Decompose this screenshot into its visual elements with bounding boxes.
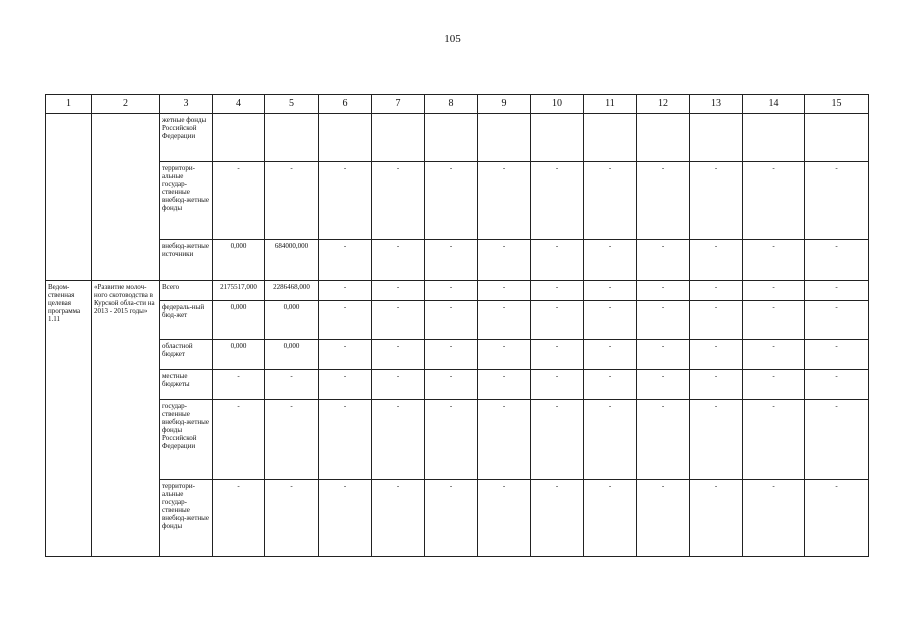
table-row — [46, 340, 869, 370]
value-cell: - — [584, 370, 637, 400]
value-cell: - — [637, 340, 690, 370]
value-cell: - — [319, 301, 372, 340]
value-cell: - — [743, 370, 805, 400]
column-header: 3 — [160, 95, 213, 114]
value-cell — [805, 114, 869, 162]
value-cell: - — [478, 240, 531, 281]
column-header: 9 — [478, 95, 531, 114]
value-cell: - — [425, 240, 478, 281]
value-cell: - — [637, 281, 690, 301]
value-cell: - — [478, 162, 531, 240]
value-cell: - — [743, 400, 805, 480]
value-cell: - — [265, 400, 319, 480]
value-cell: - — [478, 281, 531, 301]
value-cell: - — [531, 340, 584, 370]
value-cell: - — [478, 340, 531, 370]
column-header: 8 — [425, 95, 478, 114]
value-cell — [425, 114, 478, 162]
value-cell: - — [531, 480, 584, 557]
funding-source-label: Всего — [160, 281, 213, 301]
column-header: 12 — [637, 95, 690, 114]
value-cell: - — [319, 340, 372, 370]
value-cell: 0,000 — [213, 240, 265, 281]
value-cell: - — [372, 340, 425, 370]
value-cell: - — [425, 400, 478, 480]
value-cell: 684000,000 — [265, 240, 319, 281]
value-cell: - — [531, 240, 584, 281]
value-cell — [637, 114, 690, 162]
column-header: 13 — [690, 95, 743, 114]
value-cell: - — [637, 240, 690, 281]
value-cell — [584, 114, 637, 162]
value-cell: - — [637, 370, 690, 400]
value-cell: - — [805, 370, 869, 400]
value-cell: - — [319, 162, 372, 240]
value-cell: - — [805, 340, 869, 370]
value-cell: - — [265, 480, 319, 557]
value-cell: - — [743, 480, 805, 557]
value-cell: - — [690, 480, 743, 557]
value-cell: - — [213, 400, 265, 480]
value-cell: - — [584, 162, 637, 240]
program-name: «Развитие молоч-ного скотоводства в Курской обла-сти на 2013 - 2015 годы» — [92, 281, 160, 557]
value-cell: - — [805, 162, 869, 240]
column-header: 14 — [743, 95, 805, 114]
value-cell: - — [690, 281, 743, 301]
table-row — [46, 370, 869, 400]
funding-source-label: государ-ственные внебюд-жетные фонды Российской Федерации — [160, 400, 213, 480]
value-cell — [478, 114, 531, 162]
value-cell: - — [690, 301, 743, 340]
page-number: 105 — [444, 33, 461, 45]
value-cell: - — [319, 240, 372, 281]
value-cell: - — [478, 370, 531, 400]
column-header: 2 — [92, 95, 160, 114]
header-row — [46, 95, 869, 114]
value-cell: - — [478, 480, 531, 557]
column-header: 15 — [805, 95, 869, 114]
value-cell: 2175517,000 — [213, 281, 265, 301]
value-cell — [372, 114, 425, 162]
value-cell: - — [584, 480, 637, 557]
value-cell: 0,000 — [213, 340, 265, 370]
value-cell: - — [690, 370, 743, 400]
budget-table — [45, 94, 869, 557]
table-row — [46, 162, 869, 240]
value-cell: - — [584, 240, 637, 281]
table-row — [46, 301, 869, 340]
value-cell — [690, 114, 743, 162]
value-cell — [319, 114, 372, 162]
value-cell: 2286468,000 — [265, 281, 319, 301]
value-cell: - — [478, 400, 531, 480]
value-cell: - — [319, 281, 372, 301]
funding-source-label: территори-альные государ-ственные внебюд-жетные фонды — [160, 480, 213, 557]
column-header: 10 — [531, 95, 584, 114]
table-row — [46, 240, 869, 281]
value-cell: - — [425, 162, 478, 240]
value-cell: 0,000 — [213, 301, 265, 340]
value-cell: - — [743, 301, 805, 340]
continued-program-name — [92, 114, 160, 281]
value-cell: - — [690, 240, 743, 281]
value-cell: - — [425, 340, 478, 370]
value-cell: - — [637, 400, 690, 480]
value-cell: - — [637, 301, 690, 340]
value-cell: - — [584, 340, 637, 370]
value-cell — [531, 114, 584, 162]
value-cell: - — [637, 480, 690, 557]
value-cell: - — [805, 400, 869, 480]
continued-program-code — [46, 114, 92, 281]
value-cell: - — [213, 162, 265, 240]
value-cell: - — [584, 400, 637, 480]
value-cell: - — [372, 162, 425, 240]
value-cell: - — [425, 370, 478, 400]
value-cell — [213, 114, 265, 162]
value-cell: - — [531, 162, 584, 240]
value-cell: - — [531, 400, 584, 480]
program-code: Ведом-ственная целевая программа 1.11 — [46, 281, 92, 557]
value-cell: - — [531, 301, 584, 340]
value-cell: - — [265, 162, 319, 240]
funding-source-label: жетные фонды Российской Федерации — [160, 114, 213, 162]
column-header: 4 — [213, 95, 265, 114]
value-cell: - — [213, 480, 265, 557]
value-cell: - — [805, 480, 869, 557]
column-header: 5 — [265, 95, 319, 114]
value-cell: - — [637, 162, 690, 240]
value-cell: 0,000 — [265, 301, 319, 340]
value-cell: - — [425, 281, 478, 301]
value-cell: - — [690, 400, 743, 480]
column-header: 7 — [372, 95, 425, 114]
value-cell: - — [690, 340, 743, 370]
value-cell: - — [372, 301, 425, 340]
value-cell: - — [425, 301, 478, 340]
value-cell: - — [319, 480, 372, 557]
value-cell: - — [319, 400, 372, 480]
value-cell: - — [743, 162, 805, 240]
value-cell: - — [372, 240, 425, 281]
value-cell: - — [531, 281, 584, 301]
column-header: 1 — [46, 95, 92, 114]
value-cell: - — [584, 301, 637, 340]
value-cell: - — [531, 370, 584, 400]
funding-source-label: местные бюджеты — [160, 370, 213, 400]
value-cell: - — [743, 281, 805, 301]
funding-source-label: федераль-ный бюд-жет — [160, 301, 213, 340]
table-row — [46, 114, 869, 162]
funding-source-label: территори-альные государ-ственные внебюд-жетные фонды — [160, 162, 213, 240]
value-cell: - — [805, 240, 869, 281]
value-cell — [743, 114, 805, 162]
value-cell: - — [372, 281, 425, 301]
value-cell: - — [425, 480, 478, 557]
funding-source-label: внебюд-жетные источники — [160, 240, 213, 281]
table-row — [46, 400, 869, 480]
value-cell: - — [372, 370, 425, 400]
table-row — [46, 281, 869, 301]
value-cell: - — [805, 301, 869, 340]
value-cell: - — [372, 400, 425, 480]
table-row — [46, 480, 869, 557]
value-cell: - — [478, 301, 531, 340]
value-cell: - — [690, 162, 743, 240]
value-cell: 0,000 — [265, 340, 319, 370]
value-cell: - — [743, 240, 805, 281]
funding-source-label: областной бюджет — [160, 340, 213, 370]
value-cell: - — [265, 370, 319, 400]
column-header: 11 — [584, 95, 637, 114]
value-cell: - — [743, 340, 805, 370]
value-cell: - — [372, 480, 425, 557]
value-cell: - — [319, 370, 372, 400]
column-header: 6 — [319, 95, 372, 114]
value-cell — [265, 114, 319, 162]
value-cell: - — [584, 281, 637, 301]
value-cell: - — [805, 281, 869, 301]
value-cell: - — [213, 370, 265, 400]
